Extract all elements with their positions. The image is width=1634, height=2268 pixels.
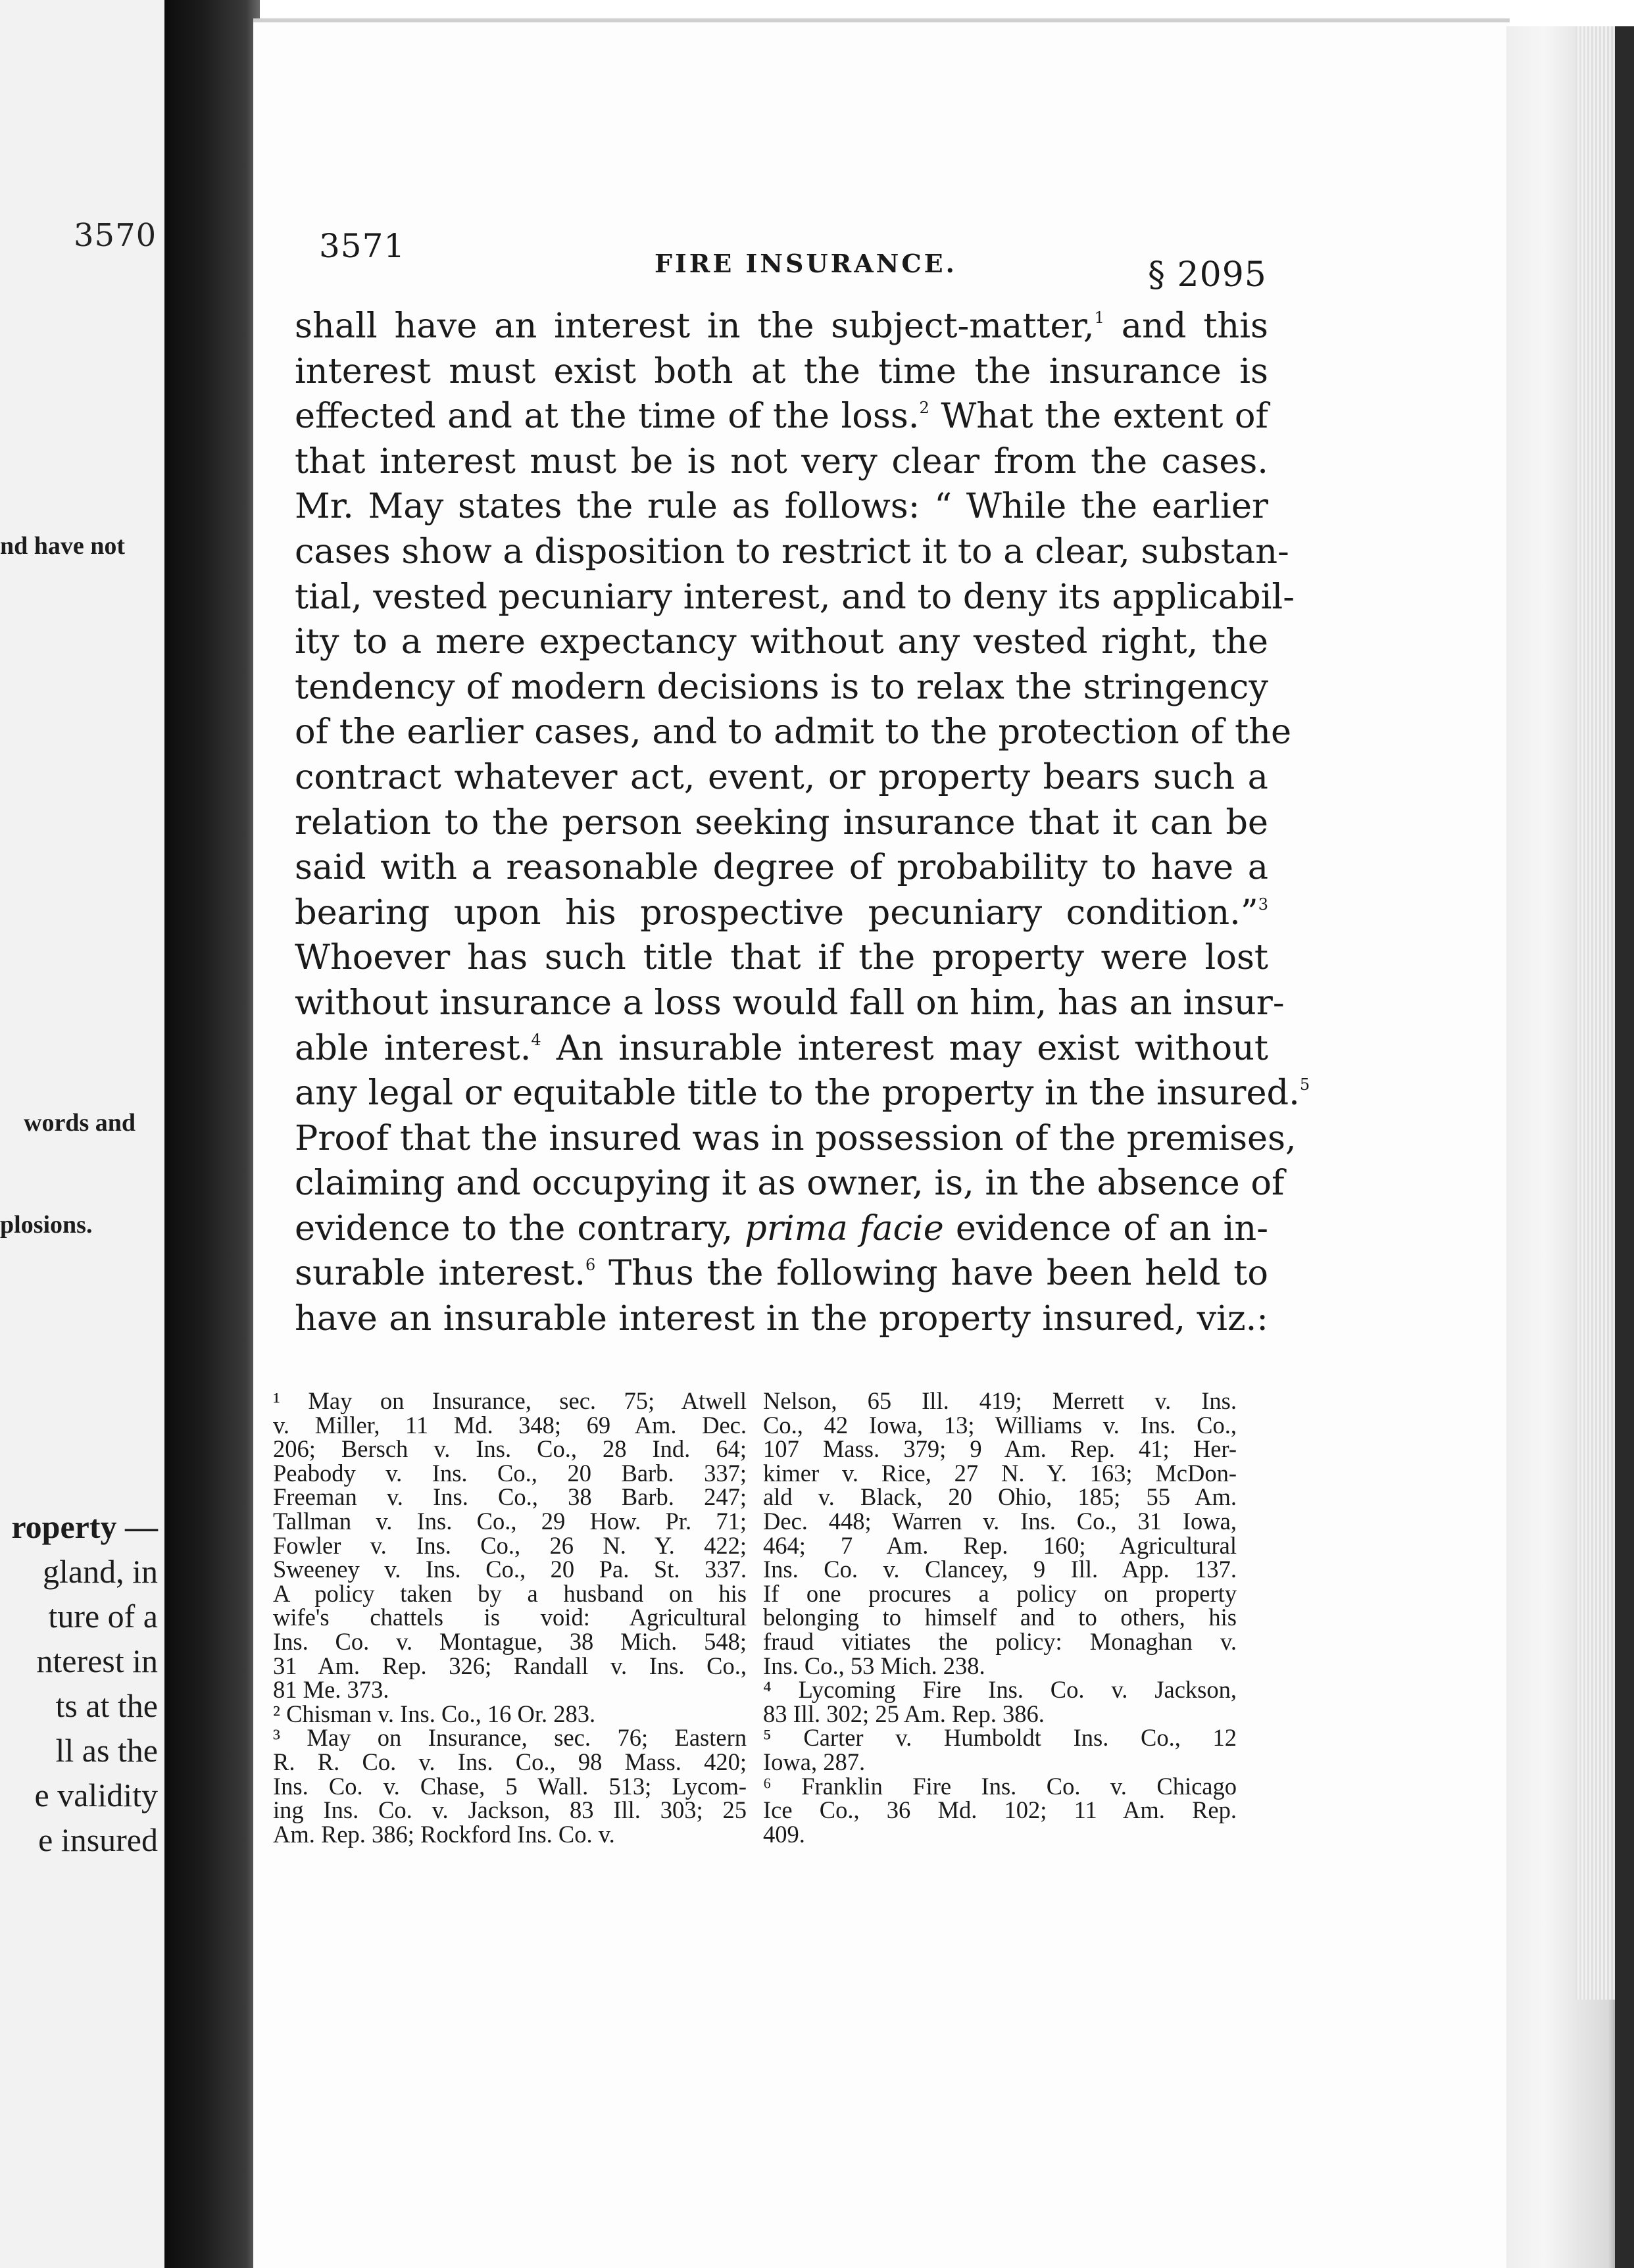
running-title: FIRE INSURANCE. [655,249,957,278]
body-line: surable interest.$^6$ Thus the following have been held to [295,1253,1268,1294]
footnote-ref: 3 [1258,895,1268,914]
body-line: cases show a disposition to restrict it to a clear, substan- [295,531,1289,572]
book-gutter [164,0,260,2268]
left-facing-page [0,0,164,2268]
footnote-line: R. R. Co. v. Ins. Co., 98 Mass. 420; [273,1748,747,1775]
footnote-ref: 1 [1094,308,1104,327]
footnote-line: 206; Bersch v. Ins. Co., 28 Ind. 64; [273,1435,747,1463]
footnote-line: ³ May on Insurance, sec. 76; Eastern [273,1724,747,1752]
footnote-line: Dec. 448; Warren v. Ins. Co., 31 Iowa, [763,1507,1237,1535]
footnote-line: Ins. Co., 53 Mich. 238. [763,1652,985,1679]
footnote-line: ⁵ Carter v. Humboldt Ins. Co., 12 [763,1724,1237,1752]
footnote-line: 464; 7 Am. Rep. 160; Agricultural [763,1531,1237,1559]
body-line: that interest must be is not very clear from the cases. [295,441,1268,481]
footnote-line: wife's chattels is void: Agricultural [273,1604,747,1631]
footnote-line: belonging to himself and to others, his [763,1604,1237,1631]
body-line: contract whatever act, event, or property bears such a [295,756,1268,797]
body-line: Whoever has such title that if the property were lost [295,937,1268,978]
left-page-fragment: e validity [34,1777,158,1813]
body-line: tial, vested pecuniary interest, and to deny its applicabil- [295,576,1295,617]
left-page-fragment: e insured [38,1821,158,1858]
footnote-line: Sweeney v. Ins. Co., 20 Pa. St. 337. [273,1556,747,1583]
footnote-line: Freeman v. Ins. Co., 38 Barb. 247; [273,1483,747,1511]
left-page-fragment: nd have not [0,532,126,560]
footnote-line: ⁴ Lycoming Fire Ins. Co. v. Jackson, [763,1676,1237,1704]
footnote-line: ¹ May on Insurance, sec. 75; Atwell [273,1387,747,1414]
body-line: have an insurable interest in the property insured, viz.: [295,1298,1268,1339]
footnote-line: Fowler v. Ins. Co., 26 N. Y. 422; [273,1531,747,1559]
footnote-line: ⁶ Franklin Fire Ins. Co. v. Chicago [763,1772,1237,1800]
footnote-ref: 5 [1299,1075,1310,1095]
footnote-line: Ice Co., 36 Md. 102; 11 Am. Rep. [763,1796,1237,1824]
footnote-line: 83 Ill. 302; 25 Am. Rep. 386. [763,1700,1045,1727]
body-line: claiming and occupying it as owner, is, in the absence of [295,1163,1285,1204]
footnote-line: Nelson, 65 Ill. 419; Merrett v. Ins. [763,1387,1237,1414]
footnote-line: If one procures a policy on property [763,1579,1237,1607]
footnote-line: Co., 42 Iowa, 13; Williams v. Ins. Co., [763,1411,1237,1439]
body-text [295,304,1310,1342]
body-line: said with a reasonable degree of probability to have a [295,847,1268,888]
left-page-fragment: roperty — [11,1508,158,1545]
section-number: § 2095 [1148,255,1267,295]
left-page-fragment: plosions. [0,1211,93,1239]
footnote-line: ² Chisman v. Ins. Co., 16 Or. 283. [273,1700,596,1727]
footnote-line: 31 Am. Rep. 326; Randall v. Ins. Co., [273,1652,747,1679]
footnote-line: 81 Me. 373. [273,1676,389,1704]
footnote-line: ing Ins. Co. v. Jackson, 83 Ill. 303; 25 [273,1796,747,1824]
footnote-line: A policy taken by a husband on his [273,1579,747,1607]
body-line: any legal or equitable title to the property in the insured.$^5$ [295,1073,1310,1114]
body-line: bearing upon his prospective pecuniary condition.”$^3$ [295,892,1268,933]
footnote-line: Am. Rep. 386; Rockford Ins. Co. v. [273,1820,615,1848]
footnote-line: 409. [763,1820,805,1848]
body-line: of the earlier cases, and to admit to the protection of the [295,712,1292,752]
footnote-line: 107 Mass. 379; 9 Am. Rep. 41; Her- [763,1435,1237,1463]
footnote-line: Ins. Co. v. Chase, 5 Wall. 513; Lycom- [273,1772,747,1800]
body-line: able interest.$^4$ An insurable interest may exist without [295,1027,1268,1068]
footnote-line: Iowa, 287. [763,1748,866,1775]
footnote-line: Peabody v. Ins. Co., 20 Barb. 337; [273,1459,747,1487]
left-page-number: 3570 [74,217,157,254]
left-page-fragment: words and [24,1109,136,1137]
footnote-line: Tallman v. Ins. Co., 29 How. Pr. 71; [273,1507,747,1535]
body-line: relation to the person seeking insurance that it can be [295,802,1268,843]
body-line: effected and at the time of the loss.$^2$ What the extent of [295,396,1268,437]
body-line: tendency of modern decisions is to relax the stringency [295,666,1268,707]
running-header [0,0,1634,329]
footnote-ref: 6 [585,1256,596,1275]
body-line: ity to a mere expectancy without any vested right, the [295,622,1268,662]
footnote-line: fraud vitiates the policy: Monaghan v. [763,1627,1237,1655]
left-page-fragment: ll as the [55,1732,158,1769]
left-page-fragment: ts at the [55,1687,158,1724]
body-line: interest must exist both at the time the insurance is [295,351,1268,391]
page-number: 3571 [319,227,406,265]
body-line: without insurance a loss would fall on him, has an insur- [295,982,1285,1023]
body-line: evidence to the contrary, prima facie evidence of an in- [295,1208,1268,1248]
body-line: shall have an interest in the subject-matter,$^1$ and this [295,306,1268,346]
footnotes-left-column [273,1389,747,1846]
footnote-line: Ins. Co. v. Montague, 38 Mich. 548; [273,1627,747,1655]
body-line: Mr. May states the rule as follows: “ While the earlier [295,486,1268,527]
footnote-ref: 4 [531,1030,541,1049]
left-page-fragment: gland, in [43,1553,158,1590]
left-page-fragment: nterest in [36,1642,158,1679]
footnotes-right-column [763,1389,1237,1846]
footnote-line: ald v. Black, 20 Ohio, 185; 55 Am. [763,1483,1237,1511]
body-line: Proof that the insured was in possession of the premises, [295,1118,1297,1158]
italic-phrase: prima facie [745,1208,944,1248]
footnote-ref: 2 [919,399,929,418]
page-stack-shadow [1615,26,1634,2268]
footnote-line: v. Miller, 11 Md. 348; 69 Am. Dec. [273,1411,747,1439]
footnote-line: Ins. Co. v. Clancey, 9 Ill. App. 137. [763,1556,1237,1583]
left-page-fragment: ture of a [48,1598,158,1635]
footnote-line: kimer v. Rice, 27 N. Y. 163; McDon- [763,1459,1237,1487]
